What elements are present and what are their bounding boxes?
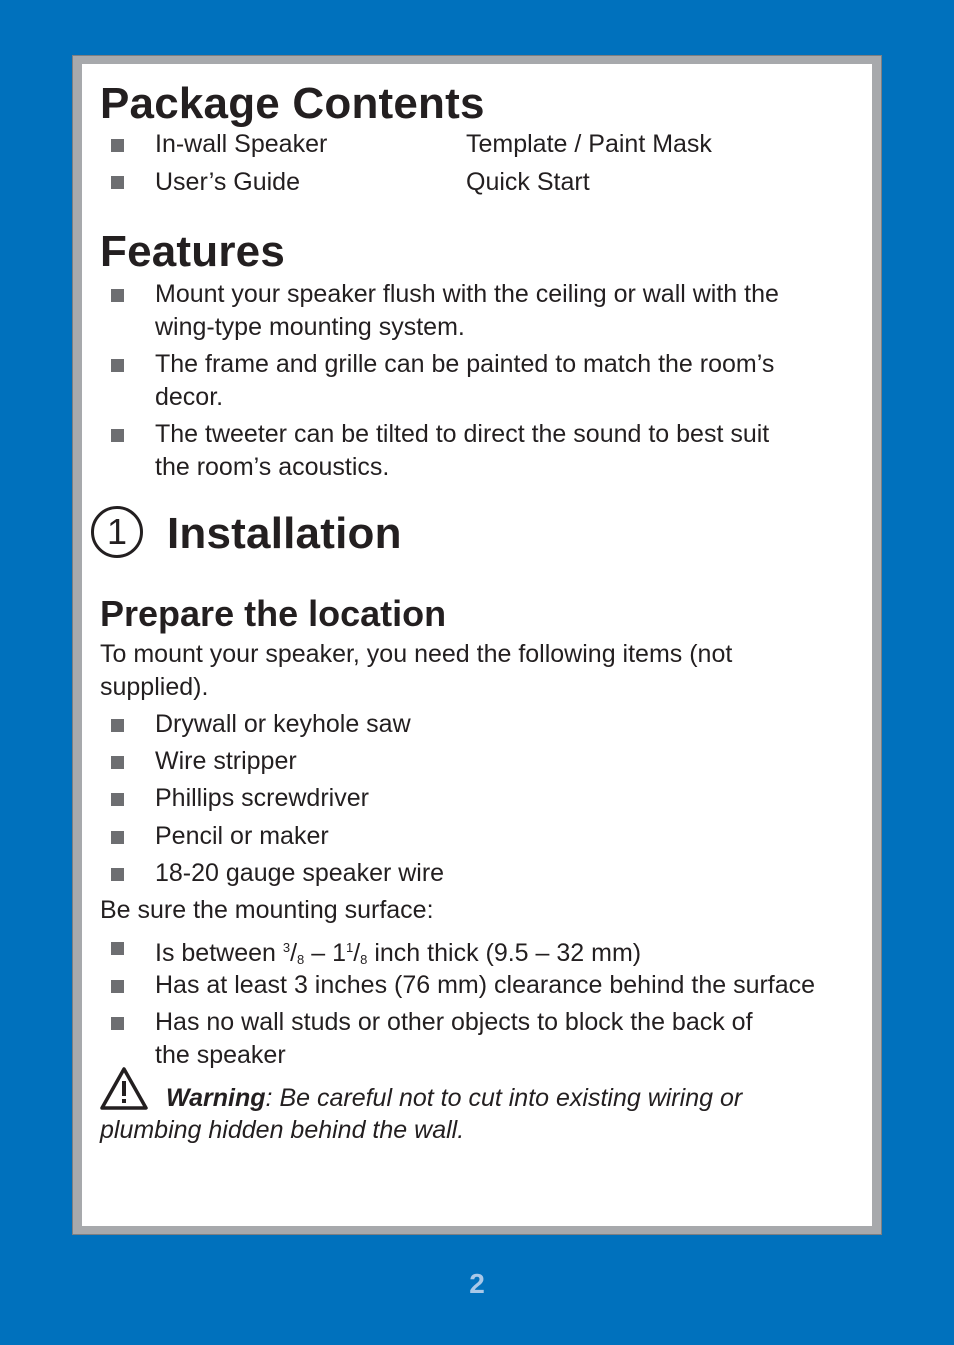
warning-line-2: plumbing hidden behind the wall. [100, 1116, 465, 1144]
installation-heading: Installation [167, 509, 402, 558]
fraction-denominator: 8 [360, 952, 368, 967]
bullet-icon [111, 868, 124, 881]
warning-text: : Be careful not to cut into existing wiring or [265, 1084, 743, 1112]
bullet-icon [111, 1017, 124, 1030]
surface-item-thickness: Is between $^3/_8 - 1^1/_8$ inch thick (9.5 – 32 mm) [155, 939, 642, 967]
feature-item: The tweeter can be tilted to direct the sound to best suit [155, 420, 770, 448]
warning-line-1 [166, 1082, 742, 1115]
feature-item-cont: wing-type mounting system. [155, 313, 465, 341]
surface-item-clearance: Has at least 3 inches (76 mm) clearance behind the surface [155, 971, 816, 999]
page-number: 2 [469, 1268, 485, 1299]
package-item: Quick Start [466, 168, 590, 196]
tool-item: Phillips screwdriver [155, 784, 369, 812]
fraction-denominator: 8 [297, 952, 305, 967]
warning-label: Warning [166, 1084, 266, 1112]
package-item: In-wall Speaker [155, 130, 328, 158]
fraction-numerator: 3 [282, 940, 291, 955]
tool-item: Drywall or keyhole saw [155, 710, 411, 738]
package-item: User’s Guide [155, 168, 300, 196]
warning-icon [99, 1066, 149, 1112]
package-item: Template / Paint Mask [466, 130, 712, 158]
bullet-icon [111, 831, 124, 844]
bullet-icon [111, 139, 124, 152]
bullet-icon [111, 359, 124, 372]
fraction-numerator: 1 [345, 940, 354, 955]
step-number-badge: 1 [91, 506, 143, 558]
prepare-location-heading: Prepare the location [100, 593, 447, 634]
thickness-prefix: Is between [155, 939, 283, 967]
bullet-icon [111, 429, 124, 442]
surface-intro: Be sure the mounting surface: [100, 896, 434, 924]
thickness-suffix: inch thick (9.5 – 32 mm) [367, 939, 642, 967]
bullet-icon [111, 176, 124, 189]
thickness-mid: – 1 [304, 939, 346, 967]
feature-item-cont: the room’s acoustics. [155, 453, 390, 481]
intro-text-cont: supplied). [100, 673, 209, 701]
bullet-icon [111, 756, 124, 769]
bullet-icon [111, 942, 124, 955]
bullet-icon [111, 289, 124, 302]
package-contents-heading: Package Contents [100, 79, 485, 128]
surface-item-studs-cont: the speaker [155, 1041, 286, 1069]
feature-item-cont: decor. [155, 383, 224, 411]
feature-item: Mount your speaker flush with the ceiling or wall with the [155, 280, 779, 308]
bullet-icon [111, 980, 124, 993]
tool-item: 18-20 gauge speaker wire [155, 859, 445, 887]
feature-item: The frame and grille can be painted to match the room’s [155, 350, 775, 378]
tool-item: Pencil or maker [155, 822, 329, 850]
bullet-icon [111, 793, 124, 806]
tool-item: Wire stripper [155, 747, 297, 775]
surface-item-studs: Has no wall studs or other objects to block the back of [155, 1008, 753, 1036]
intro-text: To mount your speaker, you need the following items (not [100, 640, 733, 668]
features-heading: Features [100, 227, 286, 276]
bullet-icon [111, 719, 124, 732]
